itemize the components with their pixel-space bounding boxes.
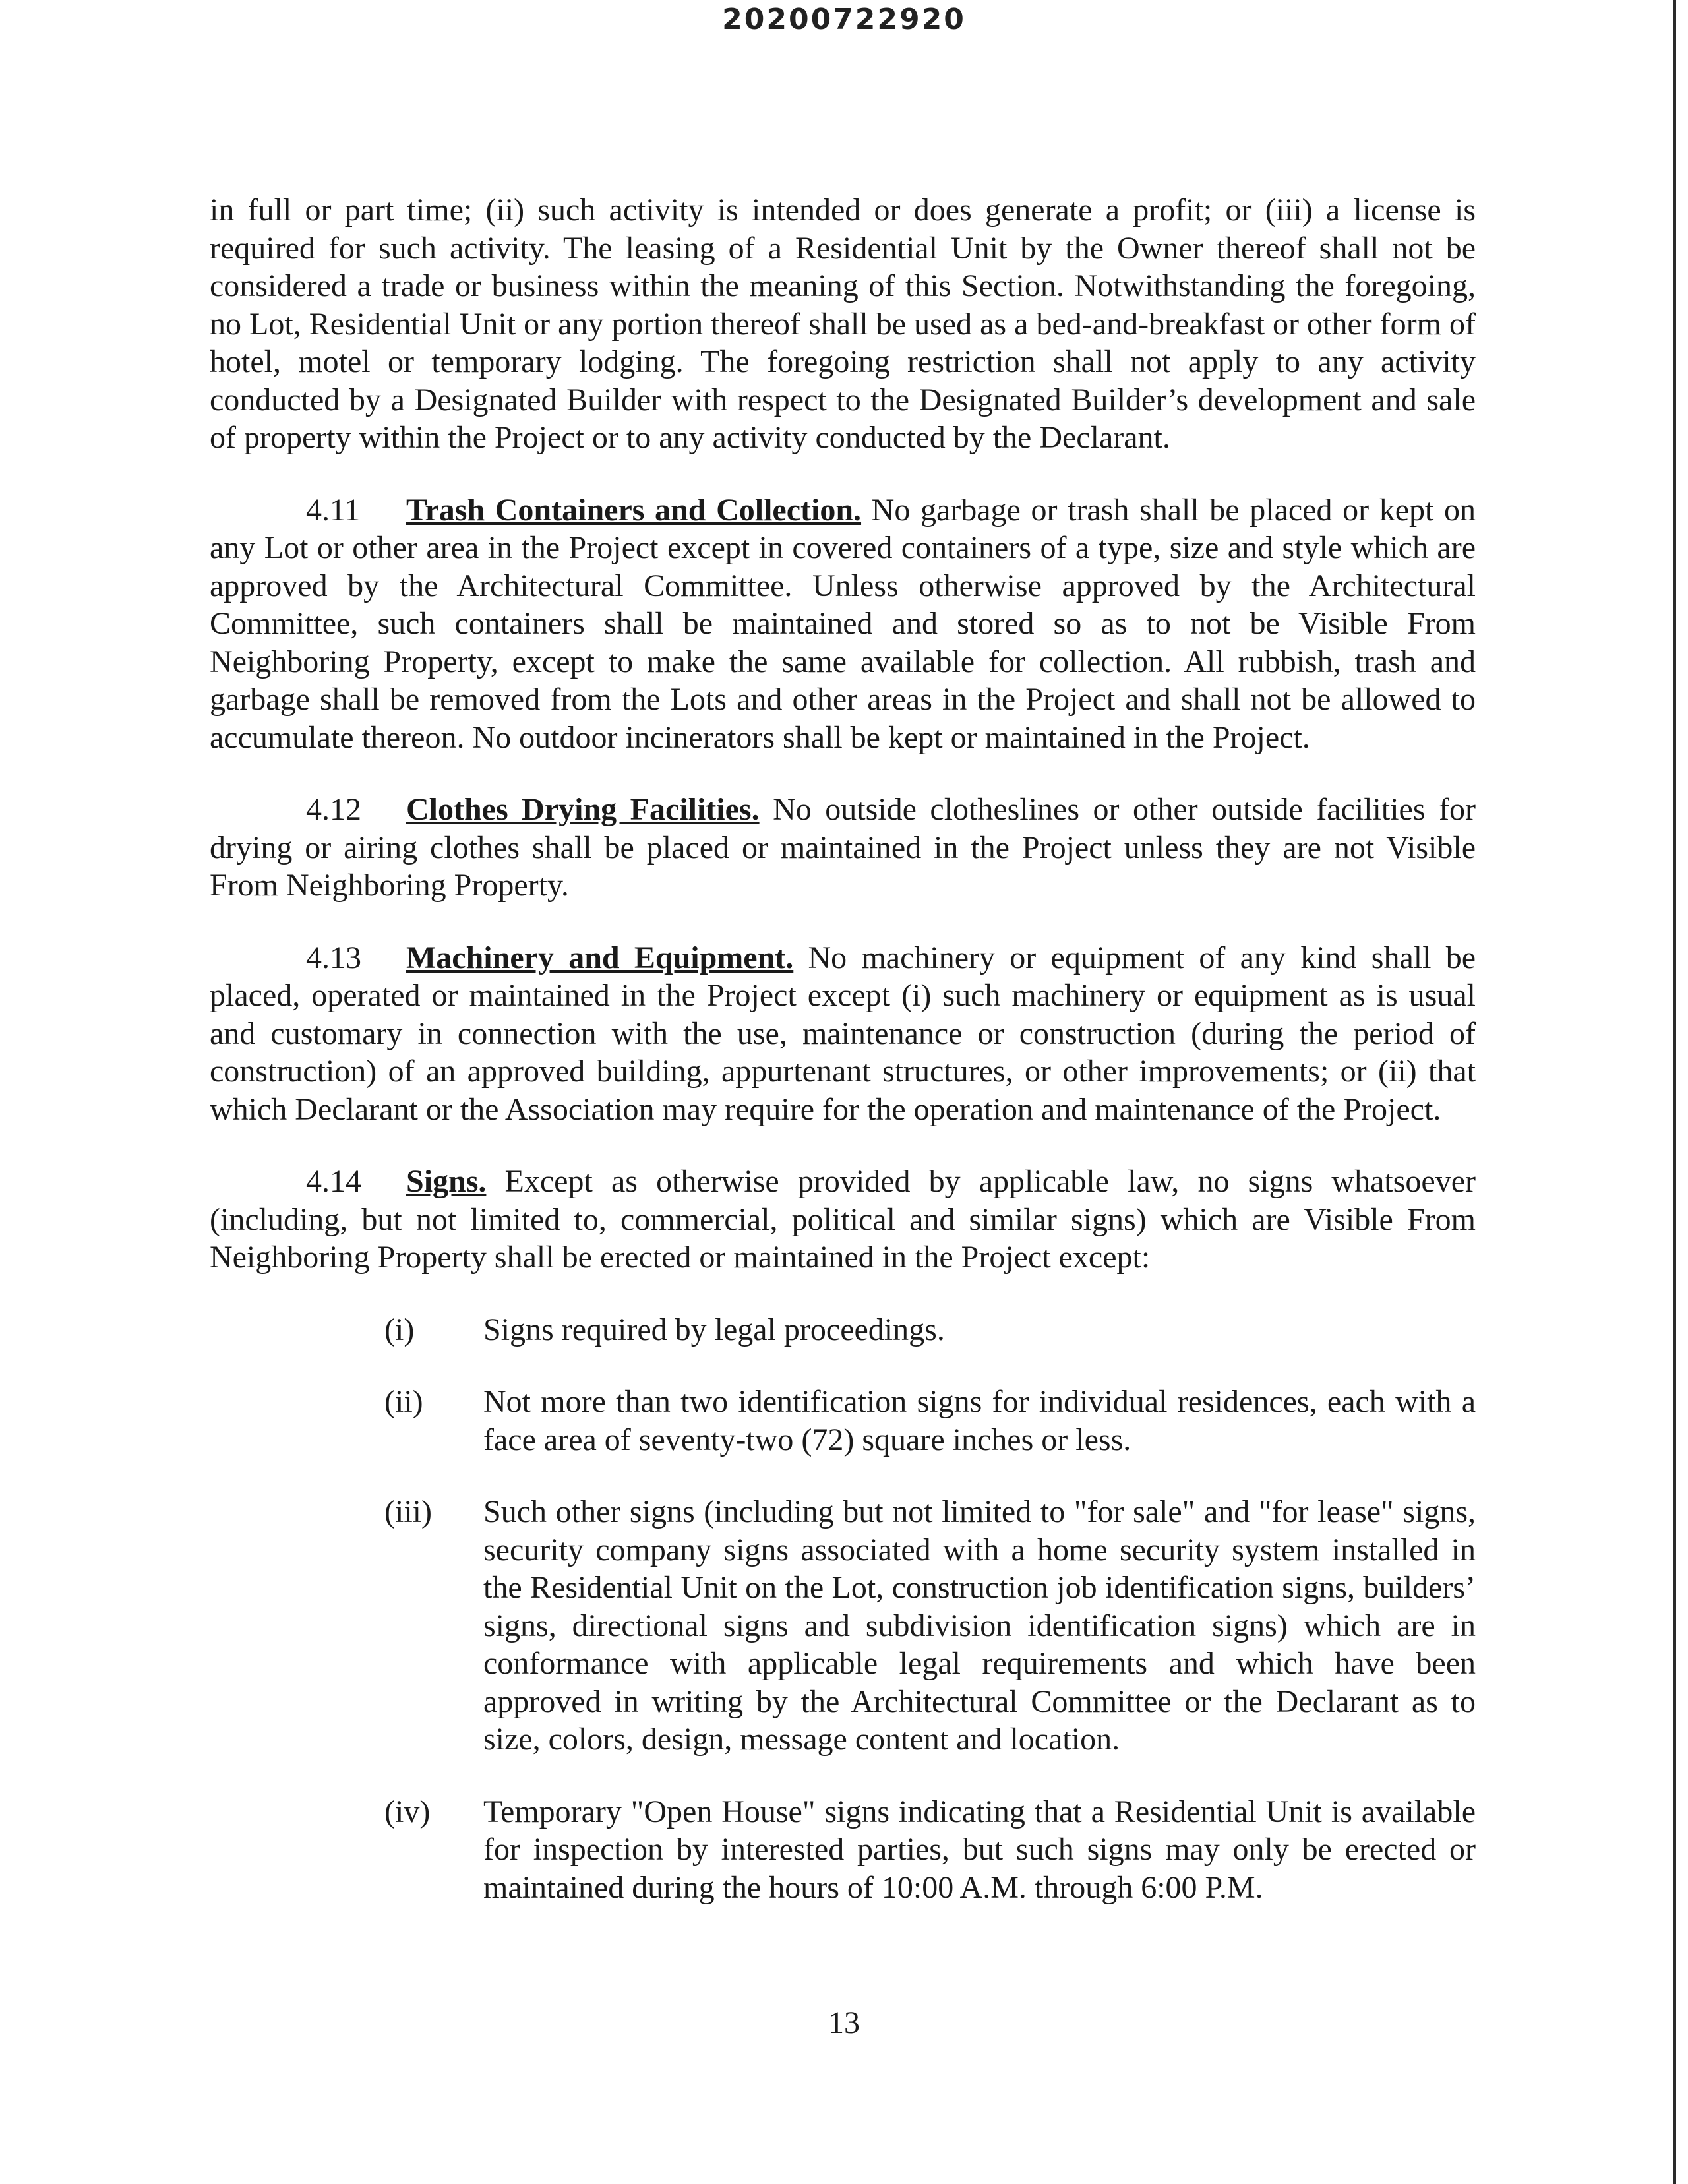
section-title: Clothes Drying Facilities. bbox=[406, 792, 760, 827]
sign-exceptions-list bbox=[210, 1311, 1476, 1907]
document-page bbox=[210, 191, 1476, 1941]
list-item-text: Such other signs (including but not limited to "for sale" and "for lease" signs, security company signs associated with a home security system installed in the Residential Unit on the Lot, construction job identification signs, builders’ signs, directional signs and subdivision identification signs) which are in conformance with applicable legal requirements and which have been approved in writing by the Architectural Committee or the Declarant as to size, colors, design, message content and location. bbox=[483, 1494, 1476, 1757]
list-item bbox=[210, 1493, 1476, 1759]
scan-edge-rule bbox=[1673, 0, 1676, 2184]
section-text: No outside clotheslines or other outside facilities for drying or airing clothes shall be placed or maintained in the Project unless they are not Visible From Neighboring Property. bbox=[210, 792, 1476, 903]
section-number: 4.13 bbox=[306, 940, 361, 975]
section-number: 4.12 bbox=[306, 792, 361, 827]
section-title: Machinery and Equipment. bbox=[406, 940, 794, 975]
list-item-text: Not more than two identification signs for individual residences, each with a face area of seventy-two (72) square inches or less. bbox=[483, 1384, 1476, 1457]
list-item-number: (ii) bbox=[384, 1384, 423, 1419]
list-item-number: (iv) bbox=[384, 1794, 431, 1829]
section-title: Signs. bbox=[406, 1164, 487, 1199]
section-number: 4.11 bbox=[306, 492, 361, 528]
list-item bbox=[210, 1793, 1476, 1907]
section-4-13 bbox=[210, 939, 1476, 1129]
section-text: No garbage or trash shall be placed or kept on any Lot or other area in the Project except in covered containers of a type, size and style which are approved by the Architectural Committee. Unless otherwise approved by the Architectural Committee, such containers shall be maintained and stored so as to not be Visible From Neighboring Property, except to make the same available for collection. All rubbish, trash and garbage shall be removed from the Lots and other areas in the Project and shall not be allowed to accumulate thereon. No outdoor incinerators shall be kept or maintained in the Project. bbox=[210, 492, 1476, 755]
list-item bbox=[210, 1311, 1476, 1349]
list-item-text: Signs required by legal proceedings. bbox=[483, 1312, 945, 1347]
section-4-12 bbox=[210, 791, 1476, 905]
section-text: Except as otherwise provided by applicable law, no signs whatsoever (including, but not limited to, commercial, political and similar signs) which are Visible From Neighboring Property shall be erected or maintained in the Project except: bbox=[210, 1164, 1476, 1275]
page-number: 13 bbox=[828, 2005, 860, 2040]
list-item-text: Temporary "Open House" signs indicating that a Residential Unit is available for inspection by interested parties, but such signs may only be erected or maintained during the hours of 10:00 A.M. through 6:00 P.M. bbox=[483, 1794, 1476, 1905]
section-4-14 bbox=[210, 1163, 1476, 1277]
section-number: 4.14 bbox=[306, 1164, 361, 1199]
section-title: Trash Containers and Collection. bbox=[406, 492, 862, 528]
list-item-number: (i) bbox=[384, 1312, 415, 1347]
section-4-11 bbox=[210, 491, 1476, 757]
recording-number: 20200722920 bbox=[722, 3, 966, 36]
intro-paragraph: in full or part time; (ii) such activity is intended or does generate a profit; or (iii) a license is required for such activity. The leasing of a Residential Unit by the Owner thereof shall not be considered a trade or business within the meaning of this Section. Notwithstanding the foregoing, no Lot, Residential Unit or any portion thereof shall be used as a bed-and-breakfast or other form of hotel, motel or temporary lodging. The foregoing restriction shall not apply to any activity conducted by a Designated Builder with respect to the Designated Builder’s development and sale of property within the Project or to any activity conducted by the Declarant. bbox=[210, 193, 1476, 455]
list-item bbox=[210, 1383, 1476, 1459]
section-text: No machinery or equipment of any kind shall be placed, operated or maintained in the Project except (i) such machinery or equipment as is usual and customary in connection with the use, maintenance or construction (during the period of construction) of an approved building, appurtenant structures, or other improvements; or (ii) that which Declarant or the Association may require for the operation and maintenance of the Project. bbox=[210, 940, 1476, 1127]
list-item-number: (iii) bbox=[384, 1494, 432, 1529]
